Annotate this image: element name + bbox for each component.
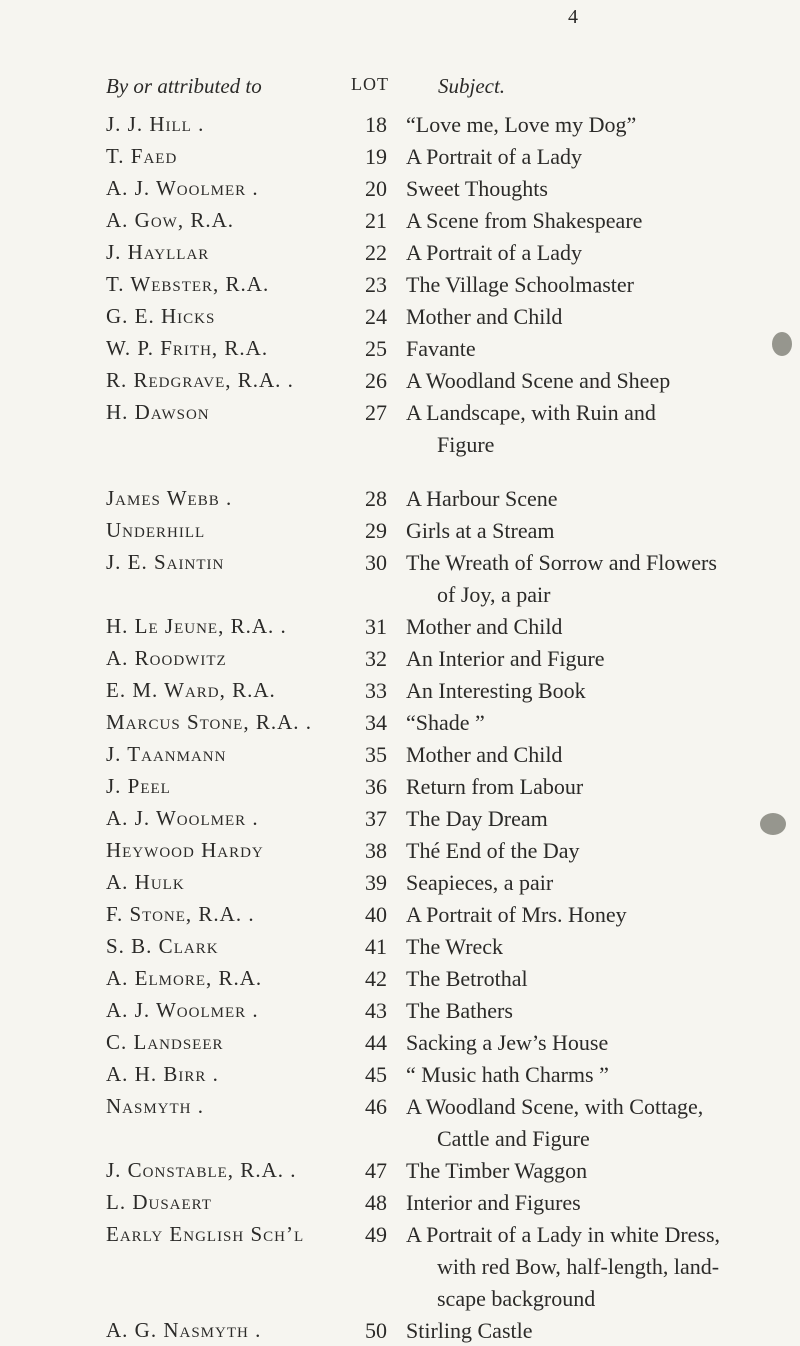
lot-number: 50 — [365, 1318, 387, 1343]
artist-name: T. Faed — [106, 144, 178, 168]
column-header-lot: LOT — [351, 74, 389, 94]
lot-number: 38 — [365, 838, 387, 863]
lot-number: 29 — [365, 518, 387, 543]
lot-number: 25 — [365, 336, 387, 361]
lot-number: 39 — [365, 870, 387, 895]
column-header-subject: Subject. — [438, 74, 506, 98]
catalogue-list — [0, 108, 800, 1346]
lot-number: 20 — [365, 176, 387, 201]
lot-number: 40 — [365, 902, 387, 927]
subject-title: “ Music hath Charms ” — [406, 1062, 609, 1087]
catalogue-row — [0, 1058, 800, 1090]
subject-continuation: scape background — [437, 1286, 596, 1311]
artist-name: A. Roodwitz — [106, 646, 227, 670]
catalogue-row — [0, 514, 800, 546]
column-header-attributed: By or attributed to — [106, 74, 262, 98]
artist-name: A. H. Birr . — [106, 1062, 219, 1086]
lot-number: 41 — [365, 934, 387, 959]
catalogue-row — [0, 770, 800, 802]
artist-name: A. Hulk — [106, 870, 185, 894]
subject-title: The Day Dream — [406, 806, 548, 831]
subject-title: The Timber Waggon — [406, 1158, 588, 1183]
lot-number: 49 — [365, 1222, 387, 1247]
catalogue-row — [0, 108, 800, 140]
subject-continuation: with red Bow, half-length, land- — [437, 1254, 720, 1279]
subject-title: Thé End of the Day — [406, 838, 580, 863]
subject-continuation: Cattle and Figure — [437, 1126, 590, 1151]
artist-name: Nasmyth . — [106, 1094, 205, 1118]
lot-number: 21 — [365, 208, 387, 233]
artist-name: G. E. Hicks — [106, 304, 216, 328]
lot-number: 37 — [365, 806, 387, 831]
subject-title: A Woodland Scene, with Cottage, — [406, 1094, 704, 1119]
catalogue-row — [0, 610, 800, 642]
lot-number: 43 — [365, 998, 387, 1023]
artist-name: J. Constable, R.A. . — [106, 1158, 297, 1182]
catalogue-row — [0, 140, 800, 172]
catalogue-row — [0, 674, 800, 706]
subject-title: Sacking a Jew’s House — [406, 1030, 609, 1055]
lot-number: 34 — [365, 710, 387, 735]
artist-name: J. Hayllar — [106, 240, 210, 264]
subject-title: A Portrait of a Lady — [406, 144, 582, 169]
catalogue-row — [0, 994, 800, 1026]
subject-title: Interior and Figures — [406, 1190, 581, 1215]
subject-title: The Wreath of Sorrow and Flowers — [406, 550, 717, 575]
catalogue-row — [0, 1090, 800, 1154]
subject-continuation: of Joy, a pair — [437, 582, 551, 607]
catalogue-row — [0, 204, 800, 236]
catalogue-row — [0, 482, 800, 514]
artist-name: A. G. Nasmyth . — [106, 1318, 262, 1342]
lot-number: 18 — [365, 112, 387, 137]
page-number: 4 — [568, 6, 578, 28]
scan-blot-mark — [772, 332, 792, 356]
subject-title: Seapieces, a pair — [406, 870, 554, 895]
artist-name: J. E. Saintin — [106, 550, 225, 574]
subject-title: Favante — [406, 336, 476, 361]
artist-name: Marcus Stone, R.A. . — [106, 710, 313, 734]
catalogue-row — [0, 930, 800, 962]
artist-name: A. J. Woolmer . — [106, 806, 259, 830]
lot-number: 44 — [365, 1030, 387, 1055]
catalogue-row — [0, 364, 800, 396]
subject-title: Mother and Child — [406, 742, 563, 767]
catalogue-row — [0, 396, 800, 460]
catalogue-row — [0, 866, 800, 898]
catalogue-row — [0, 300, 800, 332]
artist-name: A. J. Woolmer . — [106, 998, 259, 1022]
artist-name: A. Elmore, R.A. — [106, 966, 263, 990]
artist-name: L. Dusaert — [106, 1190, 212, 1214]
artist-name: James Webb . — [106, 486, 233, 510]
subject-title: Girls at a Stream — [406, 518, 555, 543]
artist-name: F. Stone, R.A. . — [106, 902, 255, 926]
artist-name: A. Gow, R.A. — [106, 208, 234, 232]
artist-name: Heywood Hardy — [106, 838, 264, 862]
lot-number: 27 — [365, 400, 387, 425]
catalogue-row — [0, 738, 800, 770]
artist-name: H. Dawson — [106, 400, 210, 424]
lot-number: 32 — [365, 646, 387, 671]
subject-title: Mother and Child — [406, 614, 563, 639]
catalogue-row — [0, 172, 800, 204]
lot-number: 28 — [365, 486, 387, 511]
artist-name: J. Peel — [106, 774, 171, 798]
lot-number: 48 — [365, 1190, 387, 1215]
catalogue-row — [0, 268, 800, 300]
artist-name: C. Landseer — [106, 1030, 224, 1054]
catalogue-row — [0, 1314, 800, 1346]
subject-title: A Landscape, with Ruin and — [406, 400, 656, 425]
subject-title: Mother and Child — [406, 304, 563, 329]
artist-name: J. Taanmann — [106, 742, 227, 766]
catalogue-row — [0, 1186, 800, 1218]
lot-number: 23 — [365, 272, 387, 297]
subject-title: Sweet Thoughts — [406, 176, 548, 201]
artist-name: Underhill — [106, 518, 206, 542]
catalogue-row — [0, 962, 800, 994]
subject-title: A Portrait of a Lady in white Dress, — [406, 1222, 721, 1247]
lot-number: 45 — [365, 1062, 387, 1087]
artist-name: A. J. Woolmer . — [106, 176, 259, 200]
subject-title: “Love me, Love my Dog” — [406, 112, 637, 137]
subject-title: A Portrait of Mrs. Honey — [406, 902, 627, 927]
catalogue-row — [0, 706, 800, 738]
catalogue-row — [0, 834, 800, 866]
artist-name: W. P. Frith, R.A. — [106, 336, 269, 360]
subject-title: A Portrait of a Lady — [406, 240, 582, 265]
subject-title: The Betrothal — [406, 966, 528, 991]
catalogue-row — [0, 236, 800, 268]
subject-title: Stirling Castle — [406, 1318, 533, 1343]
artist-name: R. Redgrave, R.A. . — [106, 368, 294, 392]
subject-title: An Interesting Book — [406, 678, 586, 703]
artist-name: E. M. Ward, R.A. — [106, 678, 276, 702]
lot-number: 42 — [365, 966, 387, 991]
subject-title: An Interior and Figure — [406, 646, 605, 671]
subject-title: Return from Labour — [406, 774, 584, 799]
artist-name: H. Le Jeune, R.A. . — [106, 614, 287, 638]
catalogue-row — [0, 1026, 800, 1058]
artist-name: T. Webster, R.A. — [106, 272, 270, 296]
lot-number: 26 — [365, 368, 387, 393]
lot-number: 30 — [365, 550, 387, 575]
artist-name: J. J. Hill . — [106, 112, 205, 136]
subject-title: The Wreck — [406, 934, 504, 959]
subject-title: The Village Schoolmaster — [406, 272, 634, 297]
catalogue-row — [0, 898, 800, 930]
catalogue-row — [0, 1154, 800, 1186]
lot-number: 24 — [365, 304, 387, 329]
subject-continuation: Figure — [437, 432, 495, 457]
lot-number: 36 — [365, 774, 387, 799]
catalogue-row — [0, 802, 800, 834]
lot-number: 22 — [365, 240, 387, 265]
catalogue-row — [0, 332, 800, 364]
subject-title: A Harbour Scene — [406, 486, 558, 511]
catalogue-row — [0, 642, 800, 674]
catalogue-row — [0, 546, 800, 610]
lot-number: 47 — [365, 1158, 387, 1183]
catalogue-row — [0, 1218, 800, 1314]
lot-number: 19 — [365, 144, 387, 169]
subject-title: “Shade ” — [406, 710, 485, 735]
lot-number: 31 — [365, 614, 387, 639]
subject-title: The Bathers — [406, 998, 513, 1023]
lot-number: 33 — [365, 678, 387, 703]
lot-number: 35 — [365, 742, 387, 767]
subject-title: A Woodland Scene and Sheep — [406, 368, 671, 393]
artist-name: S. B. Clark — [106, 934, 219, 958]
scan-blot-mark — [760, 813, 786, 835]
subject-title: A Scene from Shakespeare — [406, 208, 643, 233]
lot-number: 46 — [365, 1094, 387, 1119]
artist-name: Early English Sch’l — [106, 1222, 305, 1246]
